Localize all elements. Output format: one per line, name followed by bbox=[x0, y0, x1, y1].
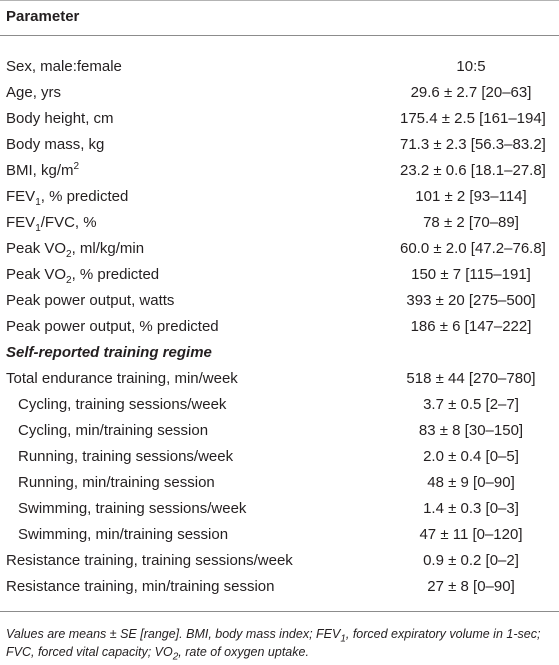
header-rule bbox=[0, 35, 559, 36]
table-row bbox=[0, 158, 559, 185]
row-label: $FEV_1$, % predicted bbox=[6, 188, 129, 208]
table-footnote: Values are means ± SE [range]. BMI, body mass index; $FEV_1$, forced expiratory volume in 1-sec; FVC, forced vital capacity; $VO_2$, rate of oxygen uptake. bbox=[6, 627, 541, 663]
row-value: 23.2 ± 0.6 [18.1–27.8] bbox=[400, 162, 546, 179]
row-label: BMI, $kg/m^2$ bbox=[6, 161, 80, 179]
row-value: 60.0 ± 2.0 [47.2–76.8] bbox=[400, 240, 546, 257]
section-heading-row bbox=[0, 340, 559, 367]
row-value: 2.0 ± 0.4 [0–5] bbox=[423, 448, 519, 465]
row-label: Peak power output, % predicted bbox=[6, 318, 219, 335]
row-label: Body mass, kg bbox=[6, 136, 105, 153]
table-row bbox=[0, 288, 559, 315]
row-value: 83 ± 8 [30–150] bbox=[418, 422, 524, 439]
row-value: 27 ± 8 [0–90] bbox=[427, 578, 515, 595]
table-row bbox=[0, 548, 559, 575]
row-label: Sex, male:female bbox=[6, 58, 122, 75]
row-value: 10:5 bbox=[456, 58, 486, 75]
row-value: 101 ± 2 [93–114] bbox=[415, 188, 527, 205]
table-row bbox=[0, 236, 559, 263]
row-label: Peak power output, watts bbox=[6, 292, 175, 309]
top-rule bbox=[0, 0, 559, 1]
table-row bbox=[0, 392, 559, 419]
row-value: 0.9 ± 0.2 [0–2] bbox=[423, 552, 519, 569]
row-value: 518 ± 44 [270–780] bbox=[406, 370, 536, 387]
section-title: Self-reported training regime bbox=[6, 344, 212, 361]
row-label: Running, min/training session bbox=[18, 474, 215, 491]
table-row bbox=[0, 106, 559, 133]
row-value: 150 ± 7 [115–191] bbox=[411, 266, 531, 283]
row-label: Cycling, min/training session bbox=[18, 422, 209, 439]
table-row bbox=[0, 132, 559, 159]
table-row bbox=[0, 80, 559, 107]
row-value: 1.4 ± 0.3 [0–3] bbox=[423, 500, 519, 517]
row-label: Total endurance training, min/week bbox=[6, 370, 238, 387]
row-label: Age, yrs bbox=[6, 84, 62, 101]
table-row bbox=[0, 496, 559, 523]
row-label: Peak $VO_2$, % predicted bbox=[6, 266, 160, 286]
table-row bbox=[0, 262, 559, 289]
row-value: 393 ± 20 [275–500] bbox=[406, 292, 536, 309]
table-row bbox=[0, 184, 559, 211]
row-value: 71.3 ± 2.3 [56.3–83.2] bbox=[400, 136, 546, 153]
table-row bbox=[0, 574, 559, 601]
table-row bbox=[0, 54, 559, 81]
table-row bbox=[0, 210, 559, 237]
row-label: Swimming, training sessions/week bbox=[18, 500, 247, 517]
table-row bbox=[0, 444, 559, 471]
table-row bbox=[0, 366, 559, 393]
row-label: Running, training sessions/week bbox=[18, 448, 234, 465]
table-row bbox=[0, 522, 559, 549]
row-value: 78 ± 2 [70–89] bbox=[423, 214, 519, 231]
row-label: Body height, cm bbox=[6, 110, 114, 127]
table-row bbox=[0, 314, 559, 341]
row-value: 48 ± 9 [0–90] bbox=[427, 474, 515, 491]
row-label: Swimming, min/training session bbox=[18, 526, 229, 543]
row-label: Resistance training, min/training session bbox=[6, 578, 275, 595]
table-row bbox=[0, 418, 559, 445]
row-value: 175.4 ± 2.5 [161–194] bbox=[400, 110, 546, 127]
bottom-rule bbox=[0, 611, 559, 612]
row-label: Peak $VO_2$, ml/kg/min bbox=[6, 240, 145, 260]
row-label: Cycling, training sessions/week bbox=[18, 396, 227, 413]
row-value: 3.7 ± 0.5 [2–7] bbox=[423, 396, 519, 413]
row-value: 29.6 ± 2.7 [20–63] bbox=[410, 84, 532, 101]
row-label: Resistance training, training sessions/week bbox=[6, 552, 293, 569]
row-value: 186 ± 6 [147–222] bbox=[410, 318, 532, 335]
table-row bbox=[0, 470, 559, 497]
row-label: $FEV_1$/FVC, % bbox=[6, 214, 97, 234]
column-header-parameter: Parameter bbox=[6, 8, 80, 25]
row-value: 47 ± 11 [0–120] bbox=[419, 526, 523, 543]
